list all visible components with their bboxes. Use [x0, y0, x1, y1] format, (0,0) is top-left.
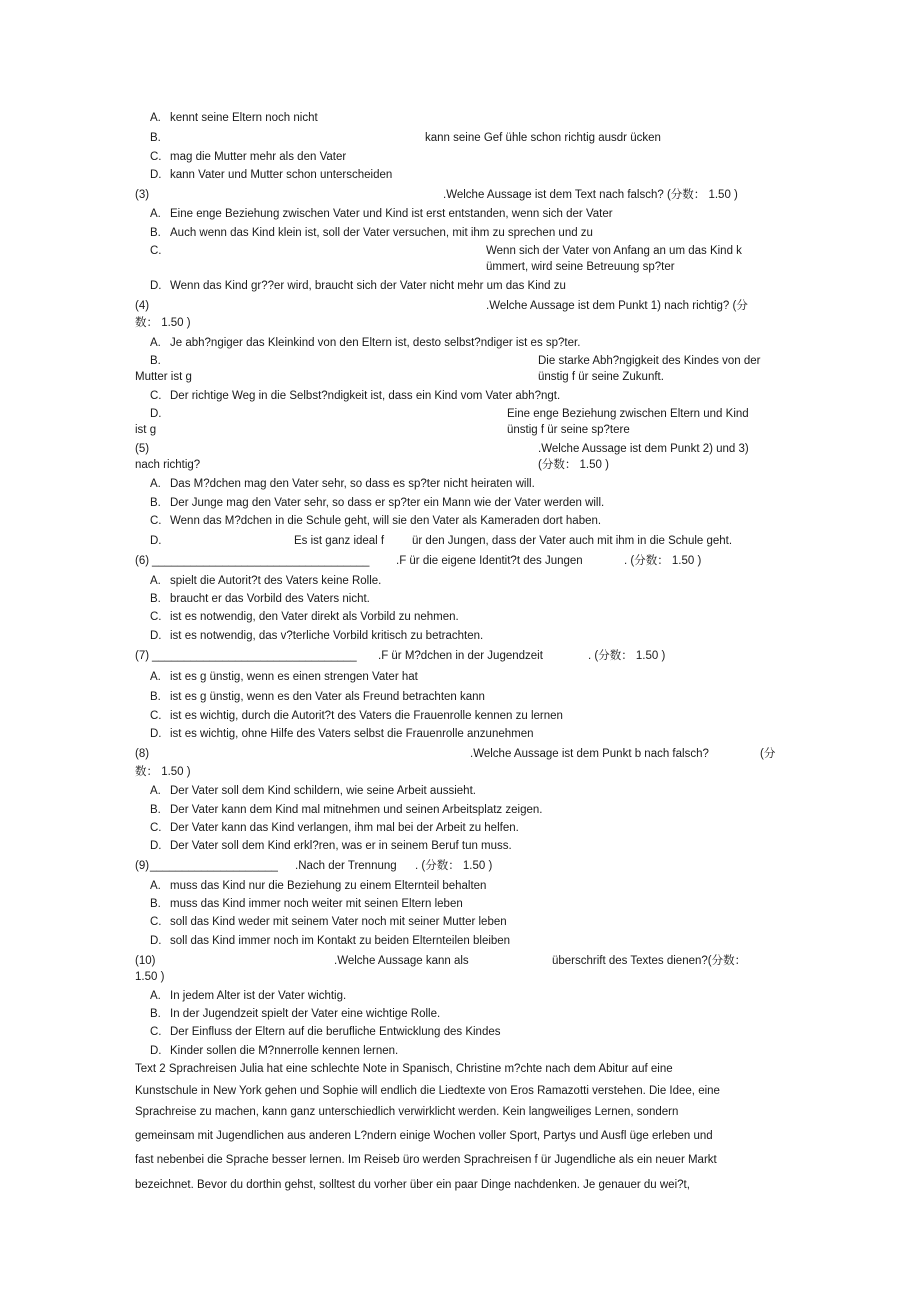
q10-question-cont: überschrift des Textes dienen?(分数： — [552, 955, 747, 967]
q9-option-a-letter: A. — [150, 880, 161, 892]
q2-option-a-letter: A. — [150, 112, 161, 124]
q4-option-b-line1: Die starke Abh?ngigkeit des Kindes von der — [538, 355, 761, 367]
q10-option-b: In der Jugendzeit spielt der Vater eine wichtige Rolle. — [170, 1008, 441, 1020]
q4-option-a: Je abh?ngiger das Kleinkind von den Eltern ist, desto selbst?ndiger ist es sp?ter. — [170, 337, 581, 349]
text2-line-1: Text 2 Sprachreisen Julia hat eine schlechte Note in Spanisch, Christine m?chte nach dem Abitur auf eine — [135, 1063, 673, 1075]
q3-option-c-letter: C. — [150, 245, 162, 257]
q5-option-c-letter: C. — [150, 515, 162, 527]
q8-score: 数： 1.50 ) — [135, 766, 191, 778]
q6-score: . (分数： 1.50 ) — [624, 555, 702, 567]
q6-option-b-letter: B. — [150, 593, 161, 605]
q5-option-b: Der Junge mag den Vater sehr, so dass er sp?ter ein Mann wie der Vater werden will. — [170, 497, 605, 509]
q2-option-d: kann Vater und Mutter schon unterscheiden — [170, 169, 393, 181]
q7-option-b: ist es g ünstig, wenn es den Vater als Freund betrachten kann — [170, 691, 485, 703]
q3-option-b: Auch wenn das Kind klein ist, soll der Vater versuchen, mit ihm zu sprechen und zu — [170, 227, 593, 239]
q10-option-a: In jedem Alter ist der Vater wichtig. — [170, 990, 347, 1002]
q3-number: (3) — [135, 189, 150, 201]
q4-option-b-line2: ünstig f ür seine Zukunft. — [538, 371, 664, 383]
text2-line-6: bezeichnet. Bevor du dorthin gehst, solltest du vorher über ein paar Dinge nachdenken. Je genauer du wei?t, — [135, 1179, 690, 1191]
q5-number: (5) — [135, 443, 150, 455]
q7-option-d: ist es wichtig, ohne Hilfe des Vaters selbst die Frauenrolle anzunehmen — [170, 728, 534, 740]
q7-question: .F ür M?dchen in der Jugendzeit — [378, 650, 543, 662]
q8-option-a-letter: A. — [150, 785, 161, 797]
q4-option-d-line1: Eine enge Beziehung zwischen Eltern und Kind — [507, 408, 749, 420]
q6-option-b: braucht er das Vorbild des Vaters nicht. — [170, 593, 370, 605]
q5-option-a-letter: A. — [150, 478, 161, 490]
q2-option-b-letter: B. — [150, 132, 161, 144]
q6-option-a: spielt die Autorit?t des Vaters keine Rolle. — [170, 575, 382, 587]
q10-score: 1.50 ) — [135, 971, 165, 983]
q6-option-d-letter: D. — [150, 630, 162, 642]
q3-option-a-letter: A. — [150, 208, 161, 220]
q9-number: (9) — [135, 860, 150, 872]
q9-option-c: soll das Kind weder mit seinem Vater noch mit seiner Mutter leben — [170, 916, 507, 928]
q8-score-start: (分 — [760, 748, 776, 760]
q10-question: .Welche Aussage kann als — [334, 955, 469, 967]
q10-option-c: Der Einfluss der Eltern auf die berufliche Entwicklung des Kindes — [170, 1026, 501, 1038]
q4-option-c-letter: C. — [150, 390, 162, 402]
q7-number: (7) — [135, 650, 150, 662]
q2-option-b: kann seine Gef ühle schon richtig ausdr ücken — [425, 132, 661, 144]
q9-option-c-letter: C. — [150, 916, 162, 928]
q2-option-a: kennt seine Eltern noch nicht — [170, 112, 318, 124]
q9-score: . (分数： 1.50 ) — [415, 860, 493, 872]
q10-option-a-letter: A. — [150, 990, 161, 1002]
q3-option-d-letter: D. — [150, 280, 162, 292]
q4-score: 数： 1.50 ) — [135, 317, 191, 329]
q3-question: .Welche Aussage ist dem Text nach falsch? (分数： 1.50 ) — [443, 189, 738, 201]
q8-option-b: Der Vater kann dem Kind mal mitnehmen und seinen Arbeitsplatz zeigen. — [170, 804, 543, 816]
text2-line-5: fast nebenbei die Sprache besser lernen. Im Reiseb üro werden Sprachreisen f ür Jugendliche als ein neuer Markt — [135, 1154, 717, 1166]
q6-option-a-letter: A. — [150, 575, 161, 587]
q6-option-d: ist es notwendig, das v?terliche Vorbild kritisch zu betrachten. — [170, 630, 484, 642]
q6-number: (6) — [135, 555, 150, 567]
q8-option-c: Der Vater kann das Kind verlangen, ihm mal bei der Arbeit zu helfen. — [170, 822, 519, 834]
q5-score: (分数： 1.50 ) — [538, 459, 609, 471]
q7-option-b-letter: B. — [150, 691, 161, 703]
q9-option-d-letter: D. — [150, 935, 162, 947]
q7-option-c-letter: C. — [150, 710, 162, 722]
q8-number: (8) — [135, 748, 150, 760]
q9-question: .Nach der Trennung — [295, 860, 397, 872]
q7-option-a: ist es g ünstig, wenn es einen strengen Vater hat — [170, 671, 418, 683]
q5-option-d-part1: Es ist ganz ideal f — [294, 535, 385, 547]
text2-line-3: Sprachreise zu machen, kann ganz unterschiedlich verwirklicht werden. Kein langweiliges Lernen, sondern — [135, 1106, 679, 1118]
q4-option-c: Der richtige Weg in die Selbst?ndigkeit ist, dass ein Kind vom Vater abh?ngt. — [170, 390, 561, 402]
q3-option-a: Eine enge Beziehung zwischen Vater und Kind ist erst entstanden, wenn sich der Vater — [170, 208, 613, 220]
q10-option-c-letter: C. — [150, 1026, 162, 1038]
q4-question: .Welche Aussage ist dem Punkt 1) nach richtig? (分 — [486, 300, 748, 312]
q7-option-d-letter: D. — [150, 728, 162, 740]
q9-option-b-letter: B. — [150, 898, 161, 910]
q6-option-c: ist es notwendig, den Vater direkt als Vorbild zu nehmen. — [170, 611, 459, 623]
q9-blank: ____________________ — [150, 860, 278, 872]
q7-option-c: ist es wichtig, durch die Autorit?t des Vaters die Frauenrolle kennen zu lernen — [170, 710, 563, 722]
q8-option-a: Der Vater soll dem Kind schildern, wie seine Arbeit aussieht. — [170, 785, 476, 797]
q4-option-a-letter: A. — [150, 337, 161, 349]
q3-option-b-letter: B. — [150, 227, 161, 239]
q4-number: (4) — [135, 300, 150, 312]
q5-option-c: Wenn das M?dchen in die Schule geht, will sie den Vater als Kameraden dort haben. — [170, 515, 602, 527]
q8-option-c-letter: C. — [150, 822, 162, 834]
q4-option-d-left2: ist g — [135, 424, 157, 436]
q7-option-a-letter: A. — [150, 671, 161, 683]
q9-option-b: muss das Kind immer noch weiter mit seinen Eltern leben — [170, 898, 463, 910]
q10-number: (10) — [135, 955, 156, 967]
q6-question: .F ür die eigene Identit?t des Jungen — [396, 555, 583, 567]
q5-question-cont: nach richtig? — [135, 459, 201, 471]
q10-option-d-letter: D. — [150, 1045, 162, 1057]
q7-blank: ________________________________ — [152, 650, 357, 662]
q5-option-d-part2: ür den Jungen, dass der Vater auch mit ihm in die Schule geht. — [412, 535, 733, 547]
q4-option-b-left2: Mutter ist g — [135, 371, 192, 383]
q8-question: .Welche Aussage ist dem Punkt b nach falsch? — [470, 748, 709, 760]
q5-question: .Welche Aussage ist dem Punkt 2) und 3) — [538, 443, 749, 455]
q8-option-d: Der Vater soll dem Kind erkl?ren, was er in seinem Beruf tun muss. — [170, 840, 512, 852]
q5-option-a: Das M?dchen mag den Vater sehr, so dass es sp?ter nicht heiraten will. — [170, 478, 535, 490]
q8-option-b-letter: B. — [150, 804, 161, 816]
q6-blank: __________________________________ — [152, 555, 370, 567]
q9-option-a: muss das Kind nur die Beziehung zu einem Elternteil behalten — [170, 880, 487, 892]
q7-score: . (分数： 1.50 ) — [588, 650, 666, 662]
q8-option-d-letter: D. — [150, 840, 162, 852]
q3-option-c-line1: Wenn sich der Vater von Anfang an um das Kind k — [486, 245, 742, 257]
q2-option-c: mag die Mutter mehr als den Vater — [170, 151, 347, 163]
text2-line-2: Kunstschule in New York gehen und Sophie will endlich die Liedtexte von Eros Ramazotti verstehen. Die Idee, eine — [135, 1085, 720, 1097]
q6-option-c-letter: C. — [150, 611, 162, 623]
q4-option-d-line2: ünstig f ür seine sp?tere — [507, 424, 630, 436]
q2-option-c-letter: C. — [150, 151, 162, 163]
q5-option-b-letter: B. — [150, 497, 161, 509]
q9-option-d: soll das Kind immer noch im Kontakt zu beiden Elternteilen bleiben — [170, 935, 511, 947]
q4-option-d-letter: D. — [150, 408, 162, 420]
q10-option-d: Kinder sollen die M?nnerrolle kennen lernen. — [170, 1045, 399, 1057]
q2-option-d-letter: D. — [150, 169, 162, 181]
q3-option-c-line2: ümmert, wird seine Betreuung sp?ter — [486, 261, 675, 273]
q3-option-d: Wenn das Kind gr??er wird, braucht sich der Vater nicht mehr um das Kind zu — [170, 280, 566, 292]
q4-option-b-letter: B. — [150, 355, 161, 367]
text2-line-4: gemeinsam mit Jugendlichen aus anderen L?ndern einige Wochen voller Sport, Partys und Ausfl üge erleben und — [135, 1130, 713, 1142]
q10-option-b-letter: B. — [150, 1008, 161, 1020]
q5-option-d-letter: D. — [150, 535, 162, 547]
